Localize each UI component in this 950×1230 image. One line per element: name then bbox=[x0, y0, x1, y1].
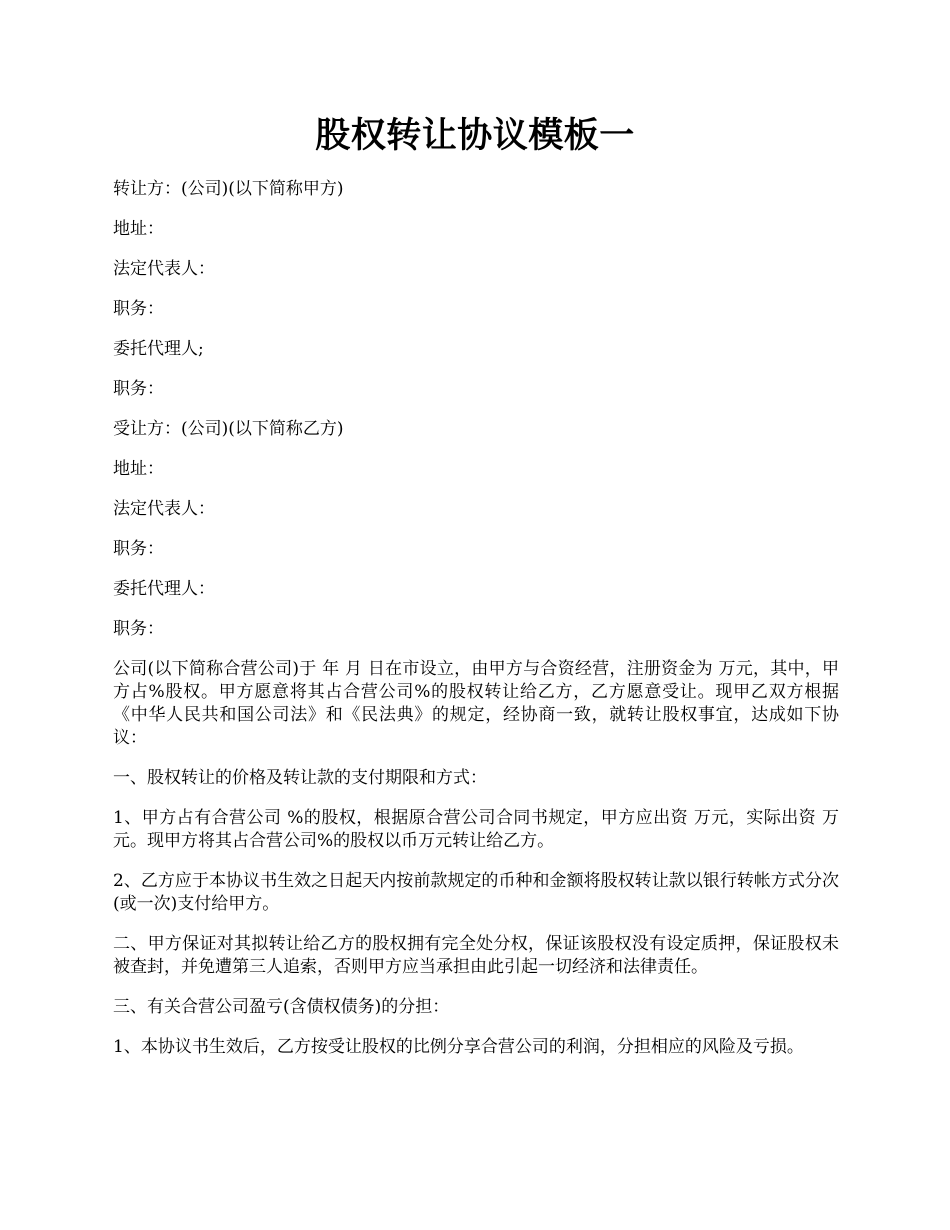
paragraph-transferor: 转让方：(公司)(以下简称甲方) bbox=[113, 179, 344, 199]
paragraph-transferor-legal-rep: 法定代表人： bbox=[113, 259, 215, 279]
paragraph-transferor-position: 职务： bbox=[113, 299, 164, 319]
document-title: 股权转让协议模板一 bbox=[315, 115, 635, 156]
paragraph-section-3-heading: 三、有关合营公司盈亏(含债权债务)的分担： bbox=[113, 997, 450, 1017]
paragraph-preamble: 公司(以下简称合营公司)于 年 月 日在市设立，由甲方与合资经营，注册资金为 万元，其中，甲方占%股权。甲方愿意将其占合营公司%的股权转让给乙方，乙方愿意受让。现甲乙双方根据《中华人民共和国公司法》和《民法典》的规定，经协商一致，就转让股权事宜，达成如下协议： bbox=[113, 659, 839, 748]
paragraph-transferor-agent: 委托代理人; bbox=[113, 339, 204, 359]
paragraph-transferee-position: 职务： bbox=[113, 539, 164, 559]
paragraph-transferor-agent-position: 职务： bbox=[113, 379, 164, 399]
paragraph-transferor-address: 地址： bbox=[113, 219, 164, 239]
paragraph-transferee-agent: 委托代理人： bbox=[113, 579, 215, 599]
paragraph-section-2: 二、甲方保证对其拟转让给乙方的股权拥有完全处分权，保证该股权没有设定质押，保证股权未被查封，并免遭第三人追索，否则甲方应当承担由此引起一切经济和法律责任。 bbox=[113, 934, 839, 977]
paragraph-transferee-address: 地址： bbox=[113, 459, 164, 479]
paragraph-section-1-heading: 一、股权转让的价格及转让款的支付期限和方式： bbox=[113, 768, 487, 788]
paragraph-transferee: 受让方：(公司)(以下简称乙方) bbox=[113, 419, 344, 439]
paragraph-section-3-item-1: 1、本协议书生效后，乙方按受让股权的比例分享合营公司的利润，分担相应的风险及亏损。 bbox=[113, 1037, 804, 1057]
paragraph-section-1-item-2: 2、乙方应于本协议书生效之日起天内按前款规定的币种和金额将股权转让款以银行转帐方式分次(或一次)支付给甲方。 bbox=[113, 871, 839, 914]
paragraph-section-1-item-1: 1、甲方占有合营公司 %的股权，根据原合营公司合同书规定，甲方应出资 万元，实际出资 万元。现甲方将其占合营公司%的股权以币万元转让给乙方。 bbox=[113, 808, 839, 851]
document-body bbox=[113, 178, 839, 1076]
paragraph-transferee-agent-position: 职务： bbox=[113, 619, 164, 639]
paragraph-transferee-legal-rep: 法定代表人： bbox=[113, 499, 215, 519]
